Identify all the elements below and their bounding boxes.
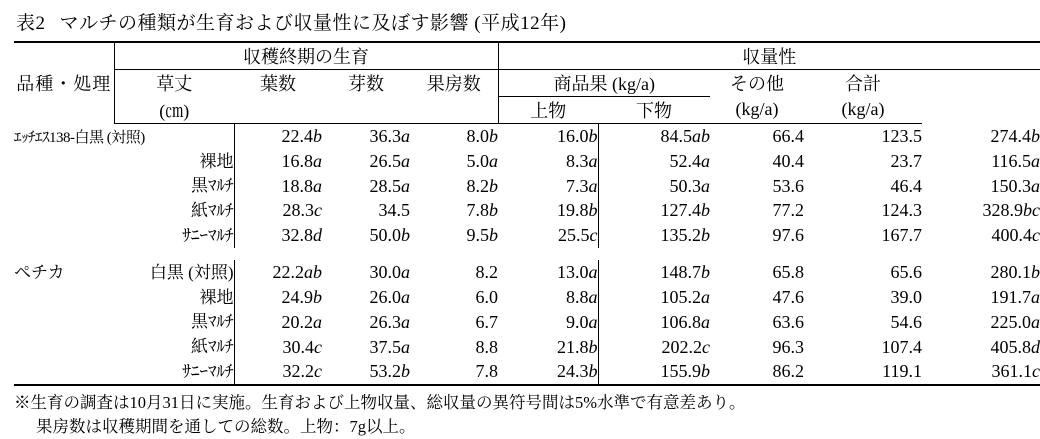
- cell-marketable-high: 202.2c: [598, 335, 710, 360]
- cell-plant-height: 18.8a: [234, 174, 322, 199]
- table-row: [14, 198, 1040, 223]
- cell-leaf-count: 36.3a: [369, 126, 410, 146]
- header-cluster-count-unit: [410, 97, 498, 124]
- cell-other: 107.4: [881, 336, 922, 357]
- cell-marketable-low: 66.4: [772, 126, 804, 146]
- row-treatment: 黒ﾏﾙﾁ: [191, 312, 234, 332]
- cell-marketable-high: 155.9b: [598, 359, 710, 385]
- cell-other: 46.4: [890, 175, 922, 196]
- cell-plant-height: 28.3c: [234, 198, 322, 223]
- cell-bud-count: 7.8b: [466, 200, 498, 221]
- cell-bud-count: 5.0a: [466, 150, 498, 171]
- header-sub-row: [14, 70, 1040, 97]
- row-treatment: 裸地: [199, 287, 234, 307]
- cell-leaf-count: 50.0b: [369, 225, 410, 246]
- cell-marketable-low: 65.8: [772, 262, 804, 283]
- cell-marketable-high: 148.7b: [598, 260, 710, 285]
- row-cultivar: [14, 335, 114, 360]
- cell-bud-count: 9.5b: [466, 225, 498, 246]
- cell-cluster-count: 21.8b: [557, 336, 598, 357]
- row-label: ｴｯﾁｴｽ138-白黒 (対照): [14, 129, 145, 146]
- header-other: その他: [730, 74, 784, 95]
- cell-bud-count: 8.0b: [466, 126, 498, 146]
- header-group-growth: 収穫終期の生育: [114, 42, 498, 70]
- cell-leaf-count: 26.3a: [369, 311, 410, 332]
- header-other-unit: (kg/a): [710, 97, 804, 124]
- cell-plant-height: 22.4b: [234, 124, 322, 149]
- cell-total: 400.4c: [991, 225, 1040, 246]
- cell-plant-height: 16.8a: [234, 149, 322, 174]
- cell-cluster-count: 7.3a: [566, 175, 598, 196]
- results-table: [14, 41, 1040, 386]
- cell-bud-count: 7.8: [410, 359, 498, 385]
- header-grade-low: 下物: [598, 97, 710, 124]
- cell-other: 123.5: [881, 126, 922, 146]
- table-row: [14, 260, 1040, 285]
- cell-other: 23.7: [890, 150, 922, 171]
- cell-marketable-high: 50.3a: [598, 174, 710, 199]
- header-leaf-count: 葉数: [260, 74, 296, 95]
- cell-cluster-count: 25.5c: [558, 225, 598, 246]
- table-row: [14, 285, 1040, 310]
- cell-cluster-count: 24.3b: [498, 359, 598, 385]
- cell-marketable-low: 96.3: [772, 336, 804, 357]
- table-caption: [16, 8, 960, 35]
- header-plant-height: 草丈: [114, 70, 234, 97]
- header-bud-count: 芽数: [348, 74, 384, 95]
- cell-leaf-count: 26.0a: [369, 286, 410, 307]
- cell-bud-count: 8.8: [475, 336, 498, 357]
- row-treatment: 紙ﾏﾙﾁ: [191, 201, 234, 221]
- row-cultivar: [14, 149, 114, 174]
- table-row: [14, 359, 1040, 385]
- cell-total: 116.5a: [991, 150, 1040, 171]
- cell-total: 225.0a: [990, 311, 1040, 332]
- row-cultivar: [14, 359, 114, 385]
- cell-plant-height: 32.2c: [234, 359, 322, 385]
- cell-other: 119.1: [804, 359, 922, 385]
- cell-leaf-count: 37.5a: [369, 336, 410, 357]
- row-treatment: 裸地: [199, 151, 234, 171]
- header-grade-high: 上物: [498, 97, 598, 124]
- row-spacer: [14, 248, 1040, 260]
- cell-plant-height: 30.4c: [234, 335, 322, 360]
- row-cultivar: [14, 223, 114, 248]
- row-treatment: 紙ﾏﾙﾁ: [191, 337, 234, 357]
- cell-total: 328.9bc: [982, 200, 1040, 221]
- cell-marketable-high: 52.4a: [598, 149, 710, 174]
- table-row: [14, 310, 1040, 335]
- cell-cluster-count: 13.0a: [557, 262, 598, 283]
- cell-bud-count: 6.0: [475, 286, 498, 307]
- header-leaf-count-unit: [234, 97, 322, 124]
- cell-marketable-low: 97.6: [772, 225, 804, 246]
- cell-cluster-count: 8.3a: [566, 150, 598, 171]
- table-title: マルチの種類が生育および収量性に及ぼす影響 (平成12年): [59, 13, 567, 34]
- cell-other: 167.7: [881, 225, 922, 246]
- cell-leaf-count: 34.5: [378, 200, 410, 221]
- cell-plant-height: 22.2ab: [234, 260, 322, 285]
- row-treatment: ｻﾆｰﾏﾙﾁ: [114, 359, 234, 385]
- header-cluster-count: 果房数: [426, 74, 481, 95]
- cell-other: 65.6: [890, 262, 922, 283]
- row-treatment: 白黒 (対照): [149, 262, 234, 282]
- table-row: [14, 174, 1040, 199]
- table-row: [14, 335, 1040, 360]
- table-row: [14, 124, 1040, 149]
- header-plant-height-unit: (㎝): [114, 97, 234, 124]
- table-row: [14, 223, 1040, 248]
- cell-cluster-count: 8.8a: [566, 286, 598, 307]
- header-unit-row: [14, 97, 1040, 124]
- cell-marketable-high: 135.2b: [598, 223, 710, 248]
- cell-marketable-high: 127.4b: [598, 198, 710, 223]
- cell-marketable-low: 53.6: [772, 175, 804, 196]
- cell-total: 361.1c: [922, 359, 1040, 385]
- cell-bud-count: 8.2b: [466, 175, 498, 196]
- cell-marketable-low: 40.4: [772, 150, 804, 171]
- header-group-row: [14, 42, 1040, 70]
- footnotes: [14, 391, 960, 439]
- row-cultivar: [14, 174, 114, 199]
- cell-marketable-high: 106.8a: [598, 310, 710, 335]
- cell-cluster-count: 19.8b: [557, 200, 598, 221]
- cell-plant-height: 24.9b: [234, 285, 322, 310]
- cell-total: 405.8d: [990, 336, 1040, 357]
- cell-leaf-count: 28.5a: [369, 175, 410, 196]
- cell-total: 150.3a: [990, 175, 1040, 196]
- cell-plant-height: 20.2a: [234, 310, 322, 335]
- header-total: 合計: [845, 74, 881, 95]
- cell-other: 39.0: [890, 286, 922, 307]
- cell-marketable-low: 86.2: [710, 359, 804, 385]
- table-body: [14, 124, 1040, 386]
- cell-total: 280.1b: [990, 262, 1040, 283]
- cell-leaf-count: 30.0a: [369, 262, 410, 283]
- footnote-2: 果房数は収穫期間を通しての総数。上物：7g以上。: [36, 417, 416, 437]
- row-cultivar: ペチカ: [14, 262, 65, 282]
- table-number: 表2: [16, 13, 46, 34]
- row-treatment: 黒ﾏﾙﾁ: [191, 176, 234, 196]
- row-cultivar: [14, 285, 114, 310]
- cell-marketable-low: 77.2: [772, 200, 804, 221]
- cell-plant-height: 32.8d: [234, 223, 322, 248]
- cell-bud-count: 6.7: [475, 311, 498, 332]
- header-group-yield: 収量性: [498, 42, 1040, 70]
- cell-leaf-count: 53.2b: [322, 359, 410, 385]
- cell-total: 274.4b: [990, 125, 1040, 146]
- footnote-1: ※生育の調査は10月31日に実施。生育および上物収量、総収量の異符号間は5%水準で有意差あり。: [14, 393, 746, 413]
- row-cultivar: [14, 198, 114, 223]
- cell-cluster-count: 9.0a: [566, 311, 598, 332]
- cell-other: 124.3: [881, 200, 922, 221]
- cell-bud-count: 8.2: [475, 262, 498, 283]
- header-rowlabel-cell: [14, 42, 114, 124]
- cell-leaf-count: 26.5a: [369, 150, 410, 171]
- cell-marketable-high: 84.5ab: [598, 124, 710, 149]
- header-bud-count-unit: [322, 97, 410, 124]
- table-row: [14, 149, 1040, 174]
- header-total-unit: (kg/a): [804, 97, 922, 124]
- cell-marketable-low: 63.6: [772, 311, 804, 332]
- row-cultivar: [14, 310, 114, 335]
- cell-cluster-count: 16.0b: [557, 126, 598, 146]
- row-treatment: ｻﾆｰﾏﾙﾁ: [182, 226, 234, 245]
- cell-marketable-high: 105.2a: [598, 285, 710, 310]
- header-rowlabel: 品種・処理: [16, 74, 112, 95]
- cell-marketable-low: 47.6: [772, 286, 804, 307]
- cell-total: 191.7a: [990, 286, 1040, 307]
- header-marketable: 商品果 (kg/a): [498, 70, 710, 97]
- cell-other: 54.6: [890, 311, 922, 332]
